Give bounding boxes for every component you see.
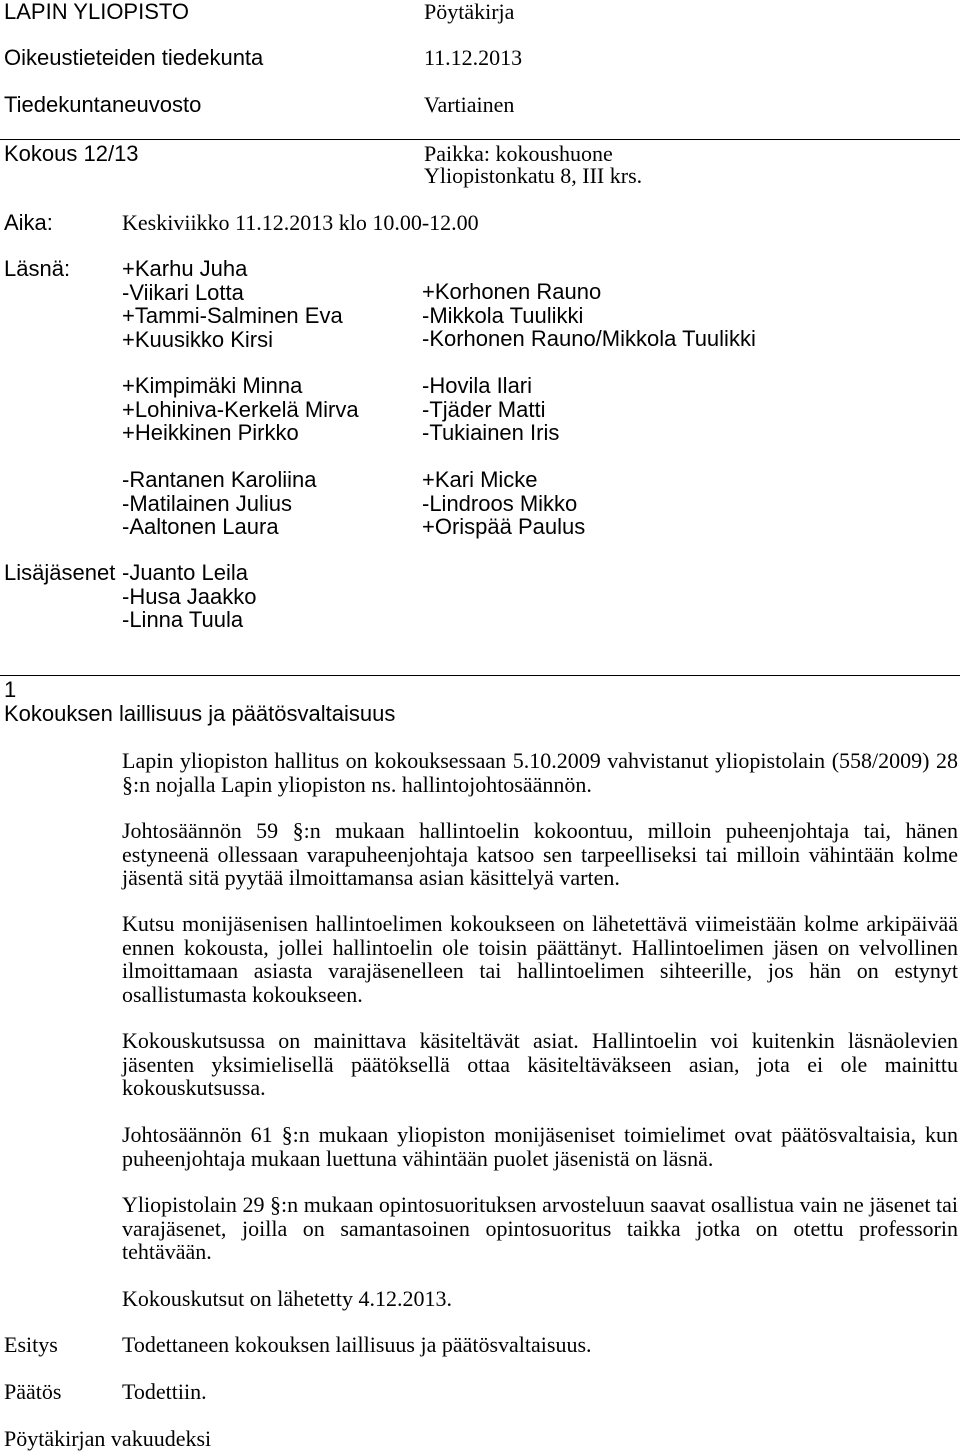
attendee: -Matilainen Julius <box>122 490 292 516</box>
attendee: +Kari Micke <box>422 467 538 492</box>
attendee: +Korhonen Rauno <box>422 279 602 304</box>
paragraph: Kokouskutsussa on mainittava käsiteltävät asiat. Hallintoelin voi kuitenkin läsnäolevien jäsenten yksimielisellä päätöksellä ottaa käsiteltäväkseen asian, jota ei ole mainittu kokouskutsussa. <box>122 1028 958 1100</box>
time-label: Aika: <box>4 210 53 235</box>
university-name: LAPIN YLIOPISTO <box>4 0 190 24</box>
faculty-name: Oikeustieteiden tiedekunta <box>4 45 264 70</box>
attendee: -Tukiainen Iris <box>422 420 560 445</box>
paragraph: Yliopistolain 29 §:n mukaan opintosuorituksen arvosteluun saavat osallistua vain ne jäsenet tai varajäsenet, joilla on samantasoinen opintosuoritus taikka jotka on otettu professorin tehtävään. <box>122 1192 958 1264</box>
additional-members-label: Lisäjäsenet <box>4 560 116 585</box>
attendee: +Karhu Juha <box>122 256 248 281</box>
attendee: -Lindroos Mikko <box>422 490 578 516</box>
meeting-place-line2: Yliopistonkatu 8, III krs. <box>424 163 643 188</box>
section-divider <box>0 675 960 676</box>
document-date: 11.12.2013 <box>424 45 523 70</box>
present-list-right-2 <box>422 374 559 445</box>
present-list-right-3 <box>422 468 585 539</box>
present-label: Läsnä: <box>4 256 71 281</box>
paragraph: Kutsu monijäsenisen hallintoelimen kokoukseen on lähetettävä viimeistään kolme arkipäivää ennen kokousta, jollei hallintoelin ole toisin päättänyt. Hallintoelimen jäsen on velvollinen ilmoittamaan asiasta varajäsenelleen tai hallintoelimen sihteerille, jos hän on estynyt osallistumasta kokoukseen. <box>122 911 958 1007</box>
present-list-left-1 <box>122 257 343 351</box>
present-list-left-2 <box>122 374 359 445</box>
decision-text: Todettiin. <box>122 1379 207 1404</box>
guard-name: Vartiainen <box>424 92 515 117</box>
document-type: Pöytäkirja <box>424 0 515 24</box>
meeting-place-line1: Paikka: kokoushuone <box>424 141 613 166</box>
paragraph: Johtosäännön 61 §:n mukaan yliopiston monijäseniset toimielimet ovat päätösvaltaisia, kun puheenjohtaja mukaan luettuna vähintään puolet jäsenistä on läsnä. <box>122 1122 958 1171</box>
attendee: -Rantanen Karoliina <box>122 467 317 492</box>
present-list-right-1 <box>422 280 756 351</box>
attendee: -Tjäder Matti <box>422 396 546 422</box>
attendee: +Tammi-Salminen Eva <box>122 303 343 328</box>
time-value: Keskiviikko 11.12.2013 klo 10.00-12.00 <box>122 210 479 235</box>
section-title: Kokouksen laillisuus ja päätösvaltaisuus <box>4 701 396 726</box>
paragraph: Johtosäännön 59 §:n mukaan hallintoelin kokoontuu, milloin puheenjohtaja tai, hänen estyneenä ollessaan varapuheenjohtaja katsoo sen tarpeelliseksi tai milloin vähintään kolme jäsentä sitä pyytää ilmoittamansa asian käsittelyä varten. <box>122 818 958 890</box>
additional-members-list <box>122 561 257 632</box>
attendee: +Orispää Paulus <box>422 514 586 539</box>
attendee: +Heikkinen Pirkko <box>122 420 299 445</box>
additional-member: -Husa Jaakko <box>122 583 257 609</box>
attendee: -Viikari Lotta <box>122 279 244 305</box>
attendee: -Mikkola Tuulikki <box>422 302 584 328</box>
council-name: Tiedekuntaneuvosto <box>4 92 202 117</box>
meeting-number: Kokous 12/13 <box>4 141 139 166</box>
decision-label: Päätös <box>4 1379 62 1404</box>
attendee: +Lohiniva-Kerkelä Mirva <box>122 396 359 422</box>
proposal-label: Esitys <box>4 1332 58 1357</box>
attendee: -Hovila Ilari <box>422 373 533 398</box>
attendee: +Kimpimäki Minna <box>122 373 303 398</box>
header-divider <box>0 139 960 140</box>
paragraph: Kokouskutsut on lähetetty 4.12.2013. <box>122 1286 452 1311</box>
present-list-left-3 <box>122 468 316 539</box>
paragraph: Lapin yliopiston hallitus on kokouksessaan 5.10.2009 vahvistanut yliopistolain (558/2009) 28 §:n nojalla Lapin yliopiston ns. hallintojohtosäännön. <box>122 748 958 797</box>
section-number: 1 <box>4 677 17 702</box>
attendee: -Aaltonen Laura <box>122 514 279 539</box>
additional-member: -Linna Tuula <box>122 607 244 632</box>
additional-member: -Juanto Leila <box>122 560 248 585</box>
proposal-text: Todettaneen kokouksen laillisuus ja päätösvaltaisuus. <box>122 1332 592 1357</box>
footer-text: Pöytäkirjan vakuudeksi <box>4 1426 212 1451</box>
attendee: -Korhonen Rauno/Mikkola Tuulikki <box>422 326 756 351</box>
attendee: +Kuusikko Kirsi <box>122 326 274 352</box>
